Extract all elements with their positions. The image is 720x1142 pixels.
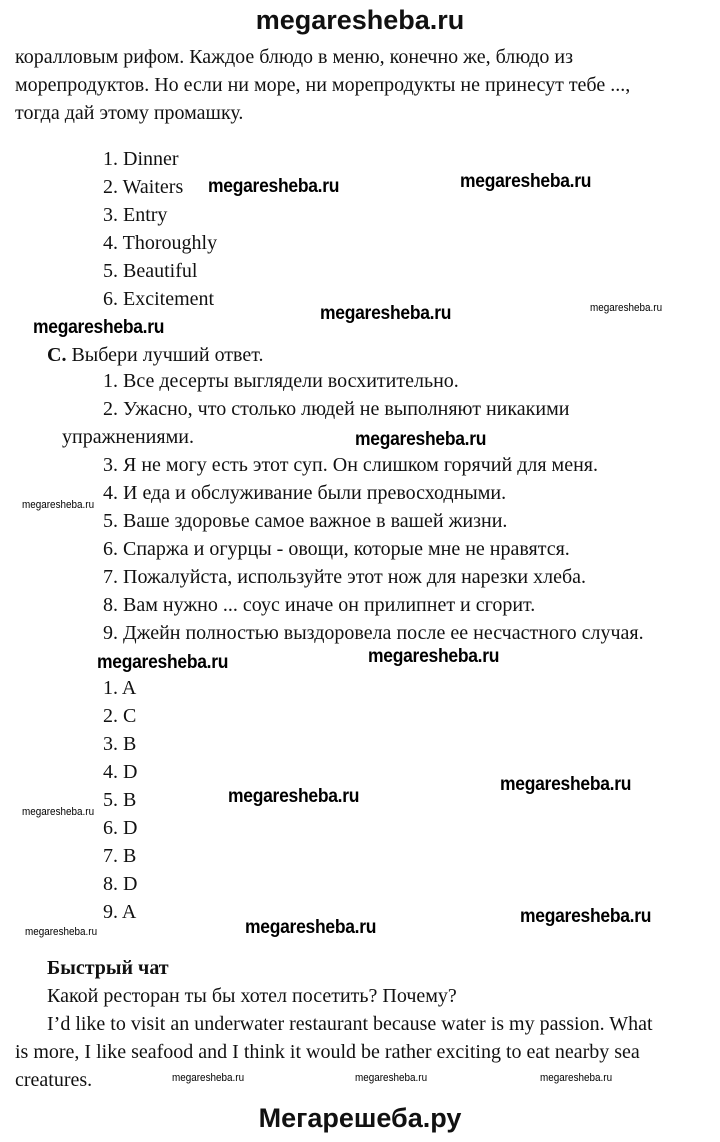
sentence: 1. Все десерты выглядели восхитительно. <box>103 370 459 392</box>
sentence: 8. Вам нужно ... соус иначе он прилипнет и сгорит. <box>103 594 536 616</box>
section-title: Выбери лучший ответ. <box>66 344 264 366</box>
quick-chat-answer-line: is more, I like seafood and I think it would be rather exciting to eat nearby sea <box>15 1041 640 1063</box>
sentence: 3. Я не могу есть этот суп. Он слишком горячий для меня. <box>103 454 598 476</box>
sentence: упражнениями. <box>62 426 194 448</box>
section-c-heading <box>47 344 263 366</box>
watermark-small: megaresheba.ru <box>355 1072 428 1084</box>
watermark: megaresheba.ru <box>97 652 229 673</box>
watermark-small: megaresheba.ru <box>22 806 95 818</box>
sentence: 4. И еда и обслуживание были превосходными. <box>103 482 507 504</box>
intro-line: коралловым рифом. Каждое блюдо в меню, конечно же, блюдо из <box>15 46 573 68</box>
sentence: 7. Пожалуйста, используйте этот нож для нарезки хлеба. <box>103 566 587 588</box>
watermark: megaresheba.ru <box>228 786 360 807</box>
list-item: 5. Beautiful <box>103 260 198 282</box>
site-footer: Мегарешеба.ру <box>258 1103 462 1133</box>
list-item: 2. Waiters <box>103 176 184 198</box>
sentence: 2. Ужасно, что столько людей не выполняют никакими <box>103 398 570 420</box>
quick-chat-title: Быстрый чат <box>47 957 169 979</box>
list-item: 3. Entry <box>103 204 168 226</box>
site-header: megaresheba.ru <box>255 5 465 35</box>
list-item: 4. Thoroughly <box>103 232 218 254</box>
sentence: 6. Спаржа и огурцы - овощи, которые мне не нравятся. <box>103 538 570 560</box>
quick-chat-question: Какой ресторан ты бы хотел посетить? Почему? <box>47 985 457 1007</box>
answer: 3. B <box>103 733 137 755</box>
answer: 8. D <box>103 873 138 895</box>
watermark: megaresheba.ru <box>355 429 487 450</box>
watermark: megaresheba.ru <box>320 303 452 324</box>
watermark: megaresheba.ru <box>460 171 592 192</box>
list-item: 6. Excitement <box>103 288 215 310</box>
answer: 1. A <box>103 677 137 699</box>
watermark-small: megaresheba.ru <box>172 1072 245 1084</box>
quick-chat-answer-line: I’d like to visit an underwater restaurant because water is my passion. What <box>47 1013 653 1035</box>
sentence: 9. Джейн полностью выздоровела после ее несчастного случая. <box>103 622 644 644</box>
watermark: megaresheba.ru <box>520 906 652 927</box>
intro-line: морепродуктов. Но если ни море, ни морепродукты не принесут тебе ..., <box>15 74 631 96</box>
watermark-small: megaresheba.ru <box>540 1072 613 1084</box>
quick-chat-answer-line: creatures. <box>15 1069 93 1091</box>
list-item: 1. Dinner <box>103 148 179 170</box>
answer: 7. B <box>103 845 137 867</box>
answer: 9. A <box>103 901 137 923</box>
watermark: megaresheba.ru <box>245 917 377 938</box>
watermark: megaresheba.ru <box>208 176 340 197</box>
section-letter: C. <box>47 344 67 366</box>
answer: 5. B <box>103 789 137 811</box>
watermark-small: megaresheba.ru <box>590 302 663 314</box>
intro-line: тогда дай этому промашку. <box>15 102 244 124</box>
answer: 2. C <box>103 705 137 727</box>
watermark: megaresheba.ru <box>500 774 632 795</box>
watermark-small: megaresheba.ru <box>22 499 95 511</box>
answer: 4. D <box>103 761 138 783</box>
sentence: 5. Ваше здоровье самое важное в вашей жизни. <box>103 510 508 532</box>
watermark: megaresheba.ru <box>33 317 165 338</box>
answer: 6. D <box>103 817 138 839</box>
watermark-small: megaresheba.ru <box>25 926 98 938</box>
watermark: megaresheba.ru <box>368 646 500 667</box>
